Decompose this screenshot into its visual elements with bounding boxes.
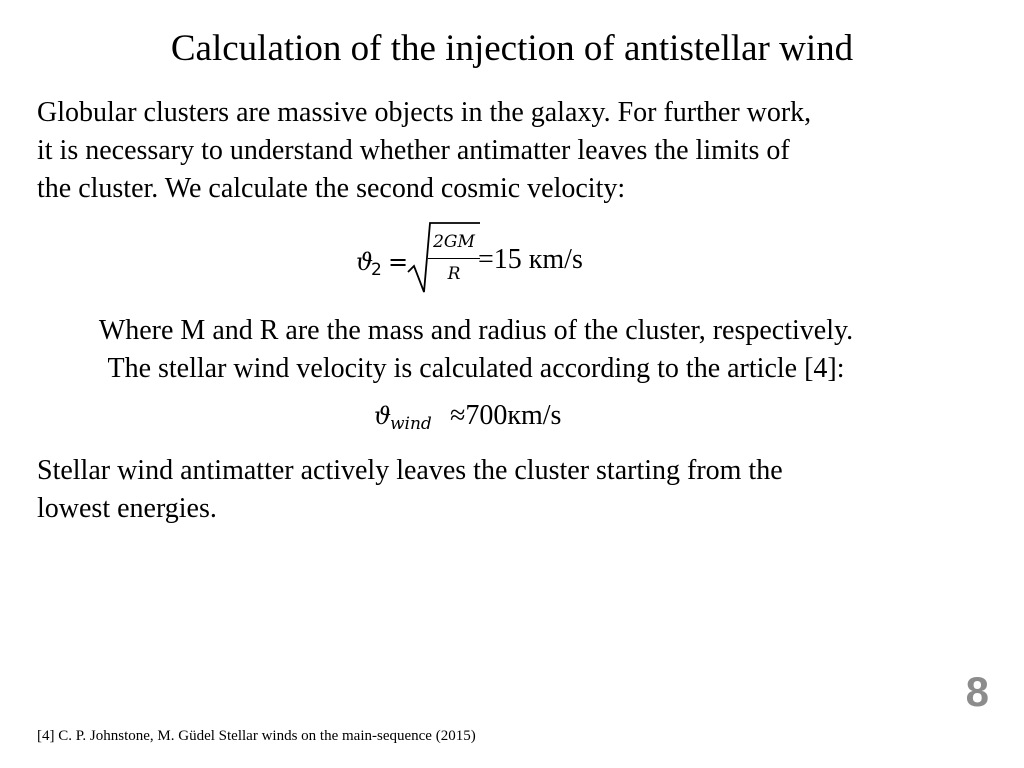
- conclusion-line: Stellar wind antimatter actively leaves the cluster starting from the: [37, 455, 783, 486]
- intro-line: it is necessary to understand whether antimatter leaves the limits of: [37, 135, 790, 166]
- wind-subscript: wind: [390, 414, 432, 434]
- fraction-numerator: 2GM: [433, 232, 475, 252]
- fraction-bar: [428, 258, 480, 259]
- intro-paragraph: [37, 94, 811, 208]
- wind-velocity-formula: [374, 398, 614, 442]
- slide-title: Calculation of the injection of antistellar wind: [170, 28, 854, 69]
- equals-sign: =: [388, 248, 409, 276]
- explanation-line: Where M and R are the mass and radius of the cluster, respectively.: [98, 315, 854, 346]
- second-cosmic-velocity-formula: [356, 220, 616, 296]
- explanation-paragraph: [0, 312, 952, 388]
- explanation-line: The stellar wind velocity is calculated according to the article [4]:: [107, 353, 845, 384]
- wind-velocity-symbol: ϑ: [374, 402, 392, 430]
- intro-line: Globular clusters are massive objects in the galaxy. For further work,: [37, 97, 812, 128]
- velocity-subscript: 2: [371, 260, 382, 280]
- wind-velocity-result: ≈700кm/s: [450, 400, 562, 431]
- conclusion-paragraph: [37, 452, 783, 528]
- page-number: 8: [965, 668, 989, 715]
- fraction-denominator: R: [447, 264, 461, 284]
- velocity-symbol: ϑ: [356, 248, 374, 276]
- reference-footnote: [4] C. P. Johnstone, M. Güdel Stellar winds on the main-sequence (2015): [37, 728, 476, 744]
- velocity-result: =15 кm/s: [478, 244, 583, 275]
- intro-line: the cluster. We calculate the second cosmic velocity:: [37, 173, 626, 204]
- conclusion-line: lowest energies.: [37, 493, 217, 524]
